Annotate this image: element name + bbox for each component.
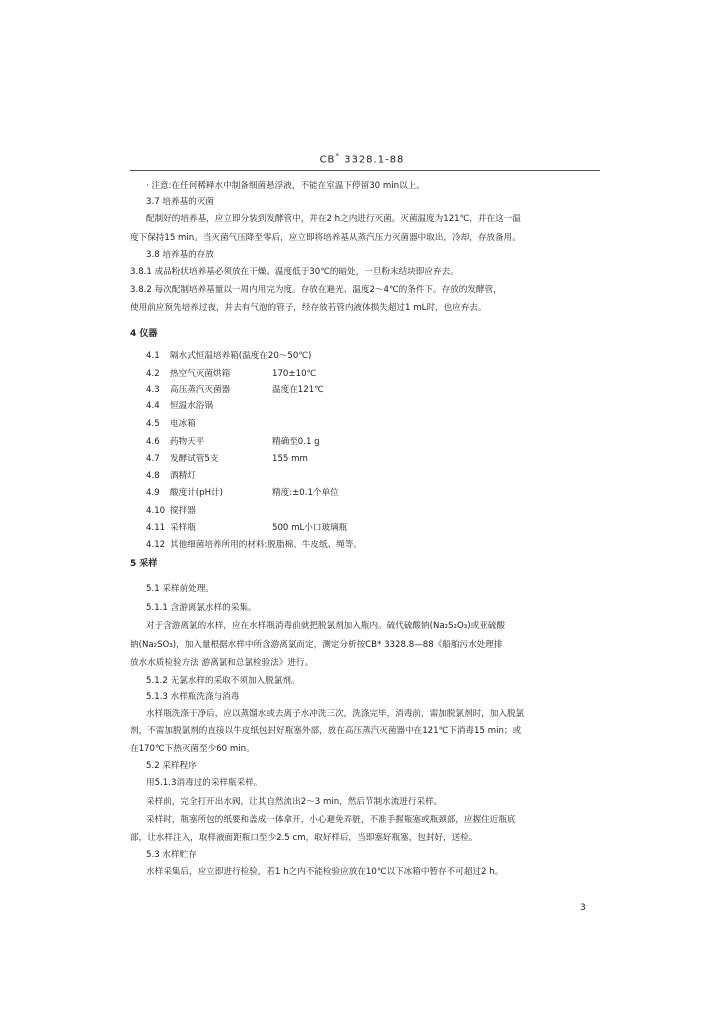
instrument-name: 采样瓶 <box>170 523 196 533</box>
instrument-spec: 精度:±0.1个单位 <box>272 488 339 498</box>
paragraph-line: 水样采集后，应立即进行检验，若1 h之内不能检验应放在10℃以下冰箱中暂存不可超过2 h。 <box>146 867 504 877</box>
instrument-number: 4.12 <box>146 540 166 550</box>
paragraph-line: 采样前，完全打开出水阀，让其自然流出2～3 min，然后节制水流进行采样。 <box>146 797 443 807</box>
instrument-number: 4.1 <box>146 351 160 361</box>
instrument-name: 搅拌器 <box>170 506 196 516</box>
instrument-name: 酸度计(pH计) <box>170 488 223 498</box>
instrument-item <box>146 384 600 396</box>
instrument-number: 4.2 <box>146 369 160 379</box>
section-3-8-title: 3.8 培养基的存放 <box>146 250 214 260</box>
paragraph-line: 在170℃下热灭菌至少60 min。 <box>130 744 255 754</box>
instrument-item <box>146 418 600 430</box>
paragraph-line: 度下保持15 min。当灭菌气压降至零后，应立即将培养基从蒸汽压力灭菌器中取出，冷却，存放备用。 <box>130 233 521 243</box>
instrument-spec: 温度在121℃ <box>272 385 324 395</box>
instrument-name: 其他细菌培养所用的材料:脱脂棉、牛皮纸、绳等。 <box>170 540 362 550</box>
instrument-item <box>146 487 600 499</box>
paragraph-line: 用5.1.3消毒过的采样瓶采样。 <box>146 778 263 788</box>
header-prefix: CB <box>319 154 336 166</box>
instrument-number: 4.10 <box>146 506 166 516</box>
instrument-number: 4.7 <box>146 454 160 464</box>
header-star: * <box>335 152 340 160</box>
section-3-7-title: 3.7 培养基的灭菌 <box>146 197 214 207</box>
instrument-number: 4.4 <box>146 401 160 411</box>
section-5-2: 5.2 采样程序 <box>146 761 197 771</box>
instrument-name: 热空气灭菌烘箱 <box>170 369 231 379</box>
header-rule <box>130 170 600 171</box>
section-5-1: 5.1 采样前处理。 <box>146 584 214 594</box>
header-code: 3328.1-88 <box>344 154 405 166</box>
instrument-item <box>146 436 600 448</box>
instrument-number: 4.9 <box>146 488 160 498</box>
instrument-number: 4.6 <box>146 437 160 447</box>
instrument-item <box>146 400 600 412</box>
paragraph-line: 水样瓶洗涤干净后，应以蒸馏水或去离子水冲洗三次，洗涤完毕，消毒前，需加脱氯剂时，加入脱氯 <box>146 709 525 719</box>
paragraph-line: 使用前应预先培养过夜，并去有气泡的管子，经存放若管内液体损失超过1 mL时，也应弃去。 <box>130 303 487 313</box>
instrument-name: 高压蒸汽灭菌器 <box>170 385 231 395</box>
paragraph-line: 配制好的培养基，应立即分装到发酵管中，并在2 h之内进行灭菌。灭菌温度为121℃，并在这一温 <box>146 214 521 224</box>
instrument-spec: 170±10℃ <box>272 369 317 379</box>
section-3-8-2: 3.8.2 每次配制培养基量以一周内用完为度。存放在避光、温度2～4℃的条件下。存放的发酵管， <box>130 285 502 295</box>
page-number: 3 <box>580 903 586 913</box>
paragraph-line: 钠(Na₂SO₃)，加入量根据水样中所含游离氯而定，测定分析按CB* 3328.8—88《船舶污水处理排 <box>130 640 503 650</box>
section-3-8-1: 3.8.1 成品粉状培养基必须放在干燥、温度低于30℃的暗处，一旦粉末结块即应弃去。 <box>130 267 459 277</box>
instrument-name: 发酵试管5支 <box>170 454 219 464</box>
paragraph-line: 放水水质检验方法 游离氯和总氯检验法》进行。 <box>130 658 314 668</box>
paragraph-line: 采样时，瓶塞所包的纸要和盖成一体拿开，小心避免弄脏，不准手握瓶塞或瓶颈部，应握住近瓶底 <box>146 815 516 825</box>
instrument-name: 酒精灯 <box>170 471 196 481</box>
section-5-title: 5 采样 <box>130 559 158 569</box>
note-line: · 注意:在任何稀释水中制备细菌悬浮液，不能在室温下停留30 min以上。 <box>146 181 425 191</box>
instrument-item <box>146 470 600 482</box>
instrument-spec: 精确至0.1 g <box>272 437 320 447</box>
section-4-title: 4 仪器 <box>130 329 158 339</box>
section-5-1-3: 5.1.3 水样瓶洗涤与消毒 <box>146 692 240 702</box>
instrument-item <box>146 522 600 534</box>
instrument-spec: 500 mL小口玻璃瓶 <box>272 523 348 533</box>
instrument-item <box>146 539 600 551</box>
instrument-name: 电冰箱 <box>170 419 196 429</box>
instrument-name: 药物天平 <box>170 437 205 447</box>
paragraph-line: 对于含游离氯的水样，应在水样瓶消毒前就把脱氯剂加入瓶内。硫代硫酸钠(Na₂S₂O₃)或亚硫酸 <box>146 621 505 631</box>
instrument-item <box>146 368 600 380</box>
section-5-1-1: 5.1.1 含游离氯水样的采集。 <box>146 603 257 613</box>
instrument-name: 恒温水浴锅 <box>170 401 213 411</box>
paragraph-line: 部，让水样注入，取样液面距瓶口至少2.5 cm，取好样后，当即塞好瓶塞，包封好，送检。 <box>130 833 478 843</box>
instrument-item <box>146 453 600 465</box>
section-5-1-2: 5.1.2 无氯水样的采取不须加入脱氯剂。 <box>146 676 300 686</box>
instrument-number: 4.8 <box>146 471 160 481</box>
instrument-number: 4.3 <box>146 385 160 395</box>
instrument-item <box>146 505 600 517</box>
section-5-3: 5.3 水样贮存 <box>146 850 197 860</box>
instrument-item <box>146 350 600 362</box>
paragraph-line: 剂，不需加脱氯剂的直接以牛皮纸包封好瓶塞外部，放在高压蒸汽灭菌器中在121℃下消毒15 min；或 <box>130 726 522 736</box>
instrument-number: 4.5 <box>146 419 160 429</box>
standard-header <box>0 152 724 165</box>
instrument-spec: 155 mm <box>272 454 308 464</box>
instrument-name: 隔水式恒温培养箱(温度在20～50℃) <box>170 351 312 361</box>
instrument-number: 4.11 <box>146 523 166 533</box>
